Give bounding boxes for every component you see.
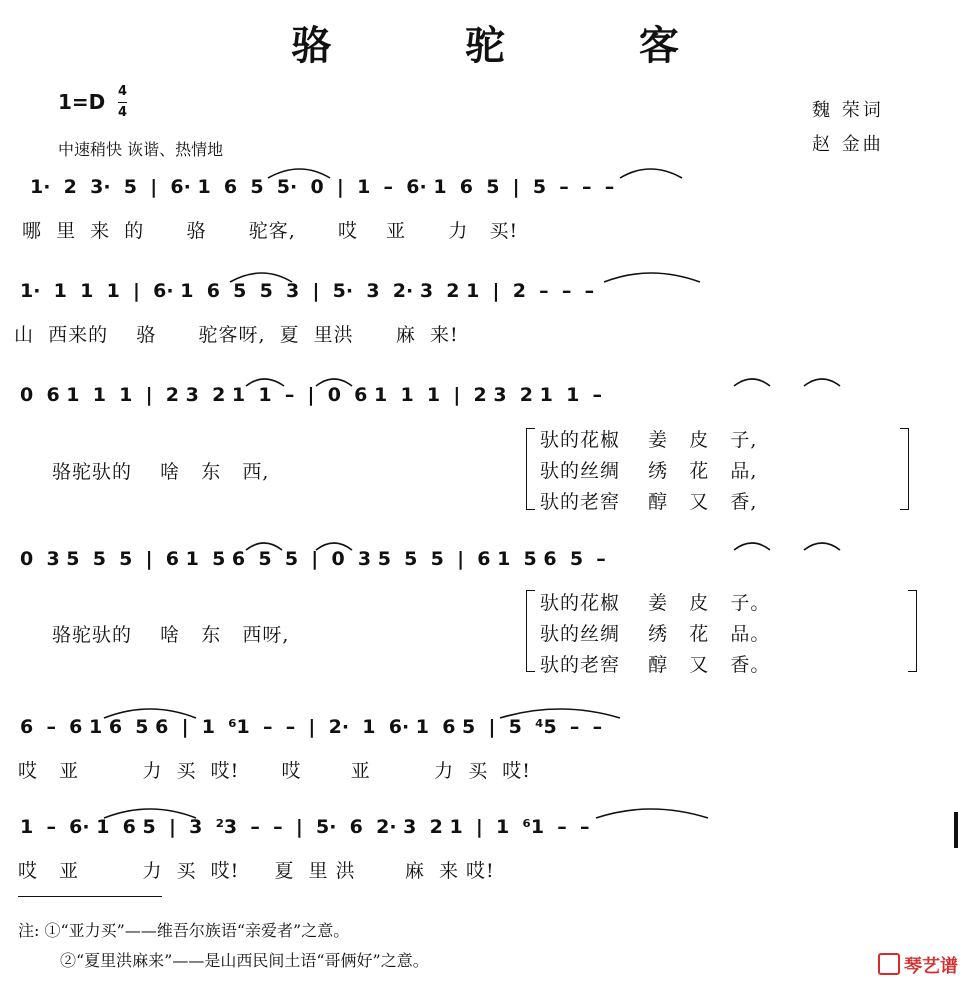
slur-5 <box>246 379 284 386</box>
slur-12 <box>804 543 840 550</box>
tempo-marking: 中速稍快 诙谐、热情地 <box>58 140 224 159</box>
lyrics-row-5: 哎 亚 力 买 哎! 哎 亚 力 买 哎! <box>18 760 531 782</box>
slur-2 <box>620 169 682 178</box>
lyricist-credit: 魏 荣词 <box>812 100 884 121</box>
brand-icon <box>878 953 900 975</box>
slur-10 <box>316 543 352 550</box>
notation-row-5: 6 – 6 1 6 5 6 | 1 ⁶1 – – | 2· 1 6· 1 6 5 | 5 ⁴5 – – <box>20 716 603 738</box>
song-title: 骆 驼 客 <box>291 22 739 69</box>
notation-row-2: 1· 1 1 1 | 6· 1 6 5 5 3 | 5· 3 2· 3 2 1 | 2 – – – <box>20 280 595 302</box>
verse-3-2: 驮的丝绸 绣 花 品, <box>540 460 758 482</box>
lyrics-row-3: 骆驼驮的 啥 东 西, <box>52 461 270 483</box>
notation-row-6: 1 – 6· 1 6 5 | 3 ²3 – – | 5· 6 2· 3 2 1 | 1 ⁶1 – – <box>20 816 590 838</box>
key-signature: 1=D <box>58 90 106 114</box>
brand-watermark <box>878 952 958 978</box>
slur-16 <box>596 809 708 818</box>
lyrics-row-2: 山 西来的 骆 驼客呀, 夏 里洪 麻 来! <box>14 324 459 346</box>
notation-row-1: 1· 2 3· 5 | 6· 1 6 5 5· 0 | 1 – 6· 1 6 5 | 5 – – – <box>30 176 615 198</box>
notation-row-4: 0 3 5 5 5 | 6 1 5 6 5 5 | 0 3 5 5 5 | 6 1 5 6 5 – <box>20 548 606 570</box>
brand-label: 琴艺谱 <box>904 956 958 977</box>
slur-13 <box>104 709 196 718</box>
lyrics-row-6: 哎 亚 力 买 哎! 夏 里 洪 麻 来 哎! <box>18 860 495 882</box>
meter-bottom: 4 <box>118 105 128 120</box>
slur-15 <box>104 809 196 818</box>
lyrics-row-1: 哪 里 来 的 骆 驼客, 哎 亚 力 买! <box>22 220 519 242</box>
slur-11 <box>734 543 770 550</box>
slur-1 <box>268 169 330 178</box>
slur-14 <box>500 709 620 718</box>
footnote-1: 注: ①“亚力买”——维吾尔族语“亲爱者”之意。 <box>18 921 350 940</box>
slur-7 <box>734 379 770 386</box>
lyrics-row-4: 骆驼驮的 啥 东 西呀, <box>52 624 290 646</box>
verse-4-1: 驮的花椒 姜 皮 子。 <box>540 592 771 614</box>
slur-6 <box>316 379 352 386</box>
meter-top: 4 <box>118 84 128 99</box>
slur-9 <box>246 543 282 550</box>
verse-4-3: 驮的老窖 醇 又 香。 <box>540 654 771 676</box>
verse-3-3: 驮的老窖 醇 又 香, <box>540 491 758 513</box>
verse-3-1: 驮的花椒 姜 皮 子, <box>540 429 758 451</box>
composer-credit: 赵 金曲 <box>812 134 884 155</box>
slur-4 <box>604 273 700 282</box>
footnote-rule <box>18 896 162 897</box>
slur-3 <box>230 273 292 282</box>
footnote-2: ②“夏里洪麻来”——是山西民间土语“哥俩好”之意。 <box>60 951 429 970</box>
verse-4-2: 驮的丝绸 绣 花 品。 <box>540 623 771 645</box>
notation-row-3: 0 6 1 1 1 | 2 3 2 1 1 – | 0 6 1 1 1 | 2 3 2 1 1 – <box>20 384 603 406</box>
slur-8 <box>804 379 840 386</box>
